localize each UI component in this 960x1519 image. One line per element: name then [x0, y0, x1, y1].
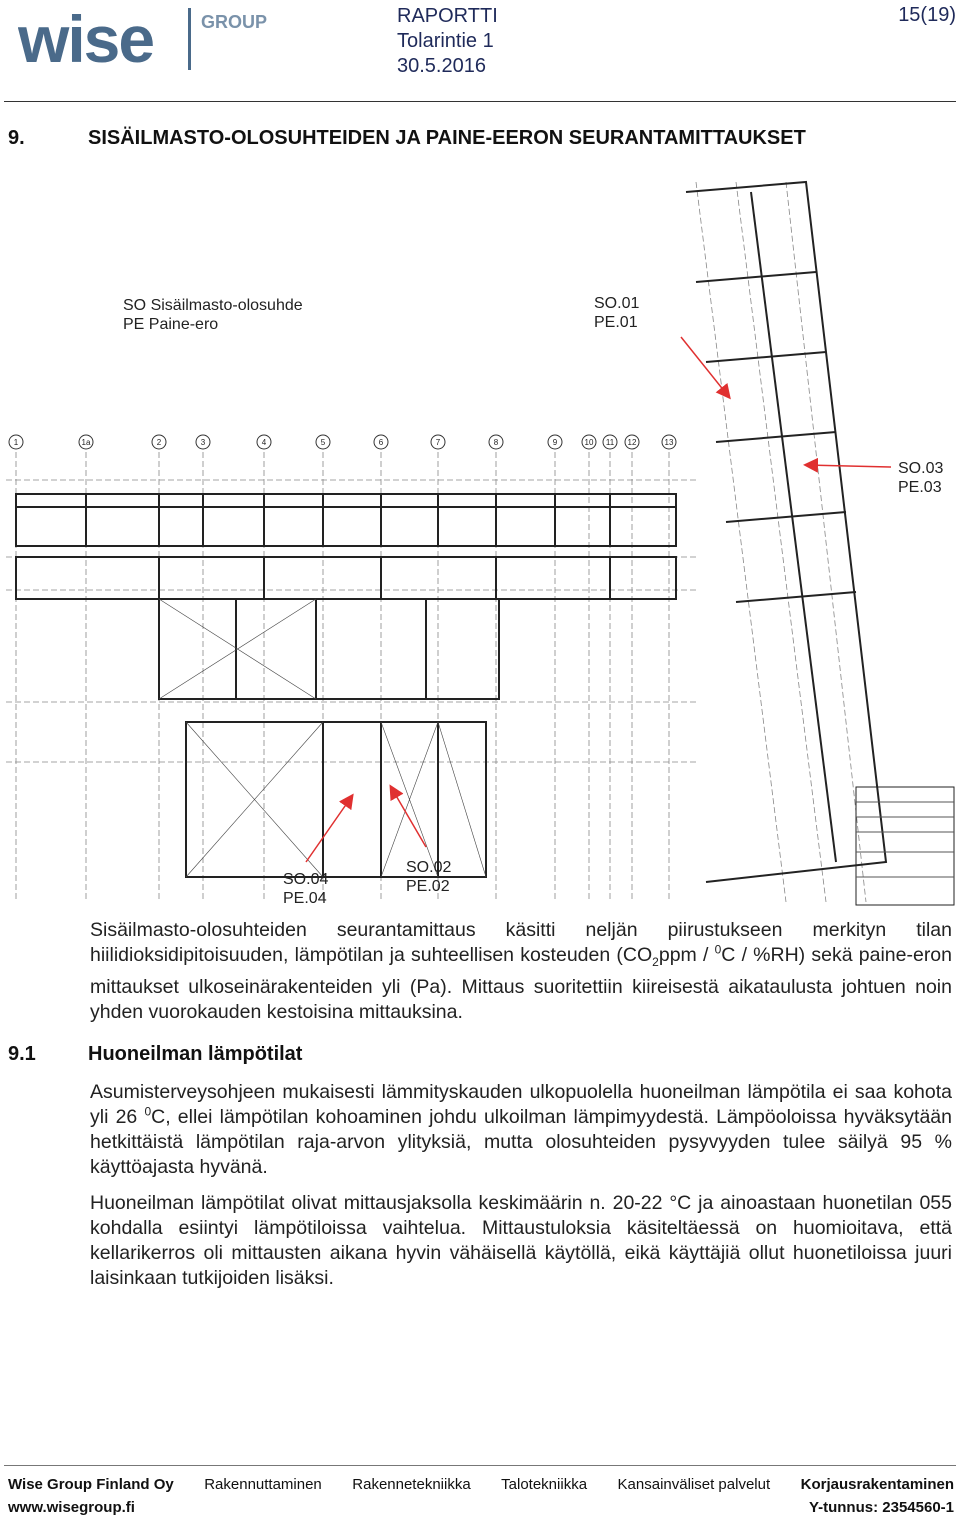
svg-text:11: 11	[605, 438, 615, 447]
marker-so02-so: SO.02	[406, 859, 452, 876]
arrow-so04	[306, 796, 352, 862]
subsection-title: Huoneilman lämpötilat	[88, 1043, 303, 1065]
svg-text:1a: 1a	[81, 438, 91, 447]
arrow-so03	[806, 465, 891, 467]
footer-service-item: Rakennuttaminen	[204, 1476, 322, 1493]
paragraph-temperature-results: Huoneilman lämpötilat olivat mittausjaksolla keskimäärin n. 20-22 °C ja ainoastaan huonetilan 055 kohdalla esiintyi lämpötiloissa vaihtelua. Mittaustuloksia käsiteltäessä on huomioitava, että kellarikerros oli mittausten aikana hyvin vähäisellä käytöllä, eikä käyttäjiä ollut huonetiloissa juuri laisinkaan tutkijoiden lisäksi.	[90, 1192, 952, 1289]
footer-business-id: Y-tunnus: 2354560-1	[808, 1499, 954, 1516]
svg-text:5: 5	[320, 438, 326, 447]
footer-service-item: Talotekniikka	[501, 1476, 588, 1493]
svg-text:12: 12	[627, 438, 637, 447]
grid-bubbles	[9, 435, 676, 449]
marker-so01-pe: PE.01	[594, 314, 638, 331]
report-type: RAPORTTI	[397, 5, 498, 27]
title-block	[856, 787, 954, 905]
footer-service-item: Kansainväliset palvelut	[617, 1476, 771, 1493]
report-header-info	[397, 4, 498, 79]
svg-text:6: 6	[378, 438, 384, 447]
arrow-so01	[681, 337, 729, 397]
marker-so04-so: SO.04	[283, 871, 329, 888]
marker-so04	[283, 871, 328, 907]
subsection-number: 9.1	[8, 1043, 36, 1065]
marker-so01-so: SO.01	[594, 295, 640, 312]
footer-service-item: Korjausrakentaminen	[800, 1476, 954, 1493]
svg-text:3: 3	[200, 438, 206, 447]
svg-text:9: 9	[552, 438, 558, 447]
marker-so02-pe: PE.02	[406, 878, 450, 895]
svg-text:8: 8	[493, 438, 499, 447]
company-logo	[18, 6, 268, 72]
footer-website[interactable]: www.wisegroup.fi	[8, 1499, 135, 1516]
svg-text:10: 10	[584, 438, 594, 447]
footer-service-item: Rakennetekniikka	[352, 1476, 471, 1493]
building-walls	[13, 182, 886, 882]
marker-so03-so: SO.03	[898, 460, 944, 477]
report-address: Tolarintie 1	[397, 30, 494, 52]
footer-company: Wise Group Finland Oy	[8, 1476, 174, 1493]
report-date: 30.5.2016	[397, 55, 486, 77]
header-divider	[4, 101, 956, 102]
floor-plan-drawing	[6, 162, 956, 910]
plan-legend	[123, 297, 303, 333]
footer-contacts	[8, 1499, 954, 1516]
subsection-heading	[8, 1043, 302, 1066]
footer-services	[8, 1476, 954, 1493]
marker-so01	[594, 295, 639, 331]
svg-text:13: 13	[664, 438, 674, 447]
section-heading	[8, 127, 806, 150]
intro-paragraph: Sisäilmasto-olosuhteiden seurantamittaus käsitti neljän piirustukseen merkityn tilan hiilidioksidipitoisuuden, lämpötilan ja suhteellisen kosteuden $(CO_2ppm / ^0C / \%RH)$ sekä paine-eron mittaukset ulkoseinärakenteiden yli (Pa). Mittaus suoritettiin kiireisestä aikataulusta johtuen noin yhden vuorokauden kestoisina mittauksina.	[90, 919, 952, 1023]
svg-text:7: 7	[435, 438, 441, 447]
svg-text:4: 4	[261, 438, 267, 447]
marker-so03-pe: PE.03	[898, 479, 942, 496]
legend-so: SO Sisäilmasto-olosuhde	[123, 297, 303, 314]
marker-so03	[898, 460, 943, 496]
svg-text:2: 2	[156, 438, 162, 447]
logo-divider	[188, 8, 191, 70]
logo-group: GROUP	[201, 12, 268, 32]
logo-wordmark: wise	[18, 6, 154, 72]
page-number: 15(19)	[898, 4, 956, 26]
paragraph-temperature-guideline: Asumisterveysohjeen mukaisesti lämmityskauden ulkopuolella huoneilman lämpötila ei saa kohota yli 26 $^0$C, ellei lämpötilan kohoaminen johdu ulkoilman lämpimyydestä. Lämpöoloissa hyväksytään hetkittäistä lämpötilan raja-arvon ylityksiä, mutta olosuhteiden pysyvyyden tulee säilyä 95 % käyttöajasta hyvänä.	[90, 1081, 952, 1178]
legend-pe: PE Paine-ero	[123, 316, 219, 333]
svg-text:1: 1	[13, 438, 19, 447]
marker-so04-pe: PE.04	[283, 890, 327, 907]
section-number: 9.	[8, 127, 25, 149]
section-title: SISÄILMASTO-OLOSUHTEIDEN JA PAINE-EERON SEURANTAMITTAUKSET	[88, 127, 806, 149]
footer-divider	[4, 1465, 956, 1466]
